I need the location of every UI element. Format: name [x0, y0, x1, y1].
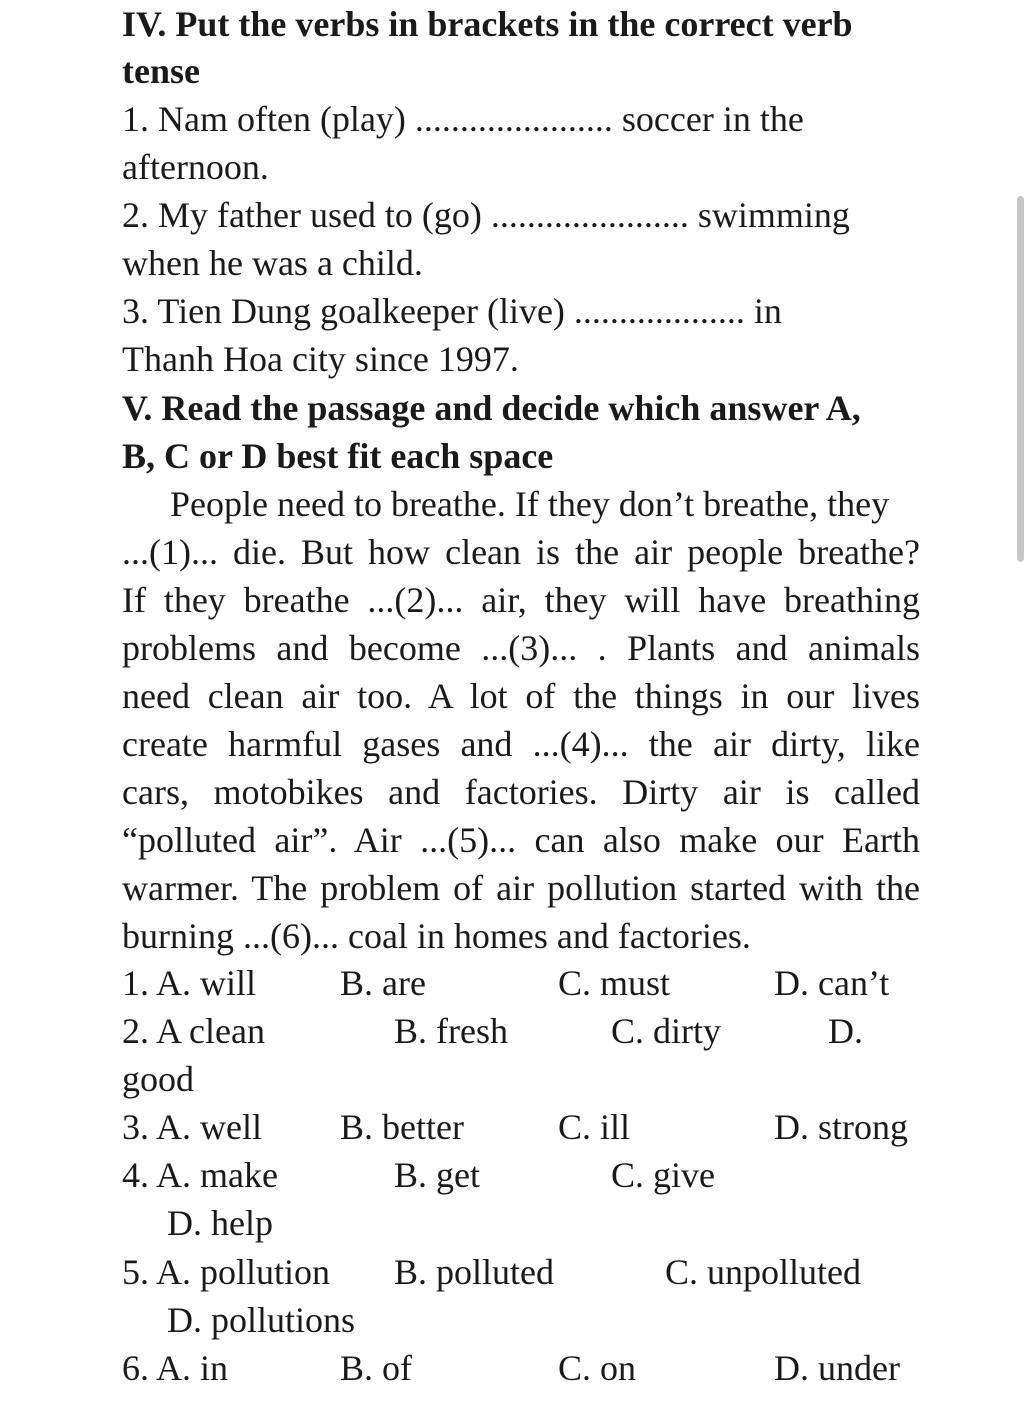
scrollbar[interactable] [1017, 196, 1024, 562]
option-5d: D. pollutions [167, 1300, 356, 1340]
option-5c: C. unpolluted [665, 1252, 861, 1292]
option-4c: C. give [611, 1155, 715, 1195]
option-6d: D. under [774, 1348, 900, 1388]
option-2c: C. dirty [611, 1011, 722, 1051]
option-4a: 4. A. make [122, 1155, 278, 1195]
passage-line: burning ...(6)... coal in homes and factories. [122, 916, 751, 956]
section-iv-heading: IV. Put the verbs in brackets in the correct verb [122, 4, 853, 44]
passage-line: If they breathe ...(2)... air, they will have breathing [122, 580, 920, 620]
option-6a: 6. A. in [122, 1348, 229, 1388]
option-2d: D. [828, 1011, 863, 1051]
passage-line: ...(1)... die. But how clean is the air people breathe? [122, 532, 920, 572]
option-1a: 1. A. will [122, 963, 257, 1003]
question-1: 1. Nam often (play) ...................... soccer in the [122, 99, 804, 139]
option-2d-cont: good [122, 1059, 194, 1099]
option-6b: B. of [340, 1348, 412, 1388]
passage-line: need clean air too. A lot of the things in our lives [122, 676, 920, 716]
question-3: 3. Tien Dung goalkeeper (live) ................... in [122, 291, 782, 331]
option-3b: B. better [340, 1107, 464, 1147]
option-3d: D. strong [774, 1107, 908, 1147]
option-4b: B. get [394, 1155, 480, 1195]
option-2b: B. fresh [394, 1011, 508, 1051]
option-5a: 5. A. pollution [122, 1252, 331, 1292]
option-1c: C. must [558, 963, 671, 1003]
passage-line: cars, motobikes and factories. Dirty air is called [122, 772, 920, 812]
option-3a: 3. A. well [122, 1107, 262, 1147]
section-iv-heading-cont: tense [122, 51, 200, 91]
passage-line: problems and become ...(3)... . Plants and animals [122, 628, 920, 668]
passage-line: “polluted air”. Air ...(5)... can also make our Earth [122, 820, 920, 860]
option-2a: 2. A clean [122, 1011, 265, 1051]
option-5b: B. polluted [394, 1252, 554, 1292]
option-4d: D. help [167, 1203, 273, 1243]
section-v-heading-cont: B, C or D best fit each space [122, 436, 554, 476]
option-1b: B. are [340, 963, 426, 1003]
section-v-heading: V. Read the passage and decide which answer A, [122, 388, 861, 428]
option-1d: D. can’t [774, 963, 890, 1003]
passage-line: warmer. The problem of air pollution started with the [122, 868, 920, 908]
question-3-cont: Thanh Hoa city since 1997. [122, 339, 519, 379]
question-1-cont: afternoon. [122, 147, 269, 187]
passage-line: People need to breathe. If they don’t breathe, they [170, 484, 890, 524]
question-2-cont: when he was a child. [122, 243, 423, 283]
question-2: 2. My father used to (go) ...................... swimming [122, 195, 850, 235]
passage-line: create harmful gases and ...(4)... the air dirty, like [122, 724, 920, 764]
option-6c: C. on [558, 1348, 637, 1388]
option-3c: C. ill [558, 1107, 631, 1147]
